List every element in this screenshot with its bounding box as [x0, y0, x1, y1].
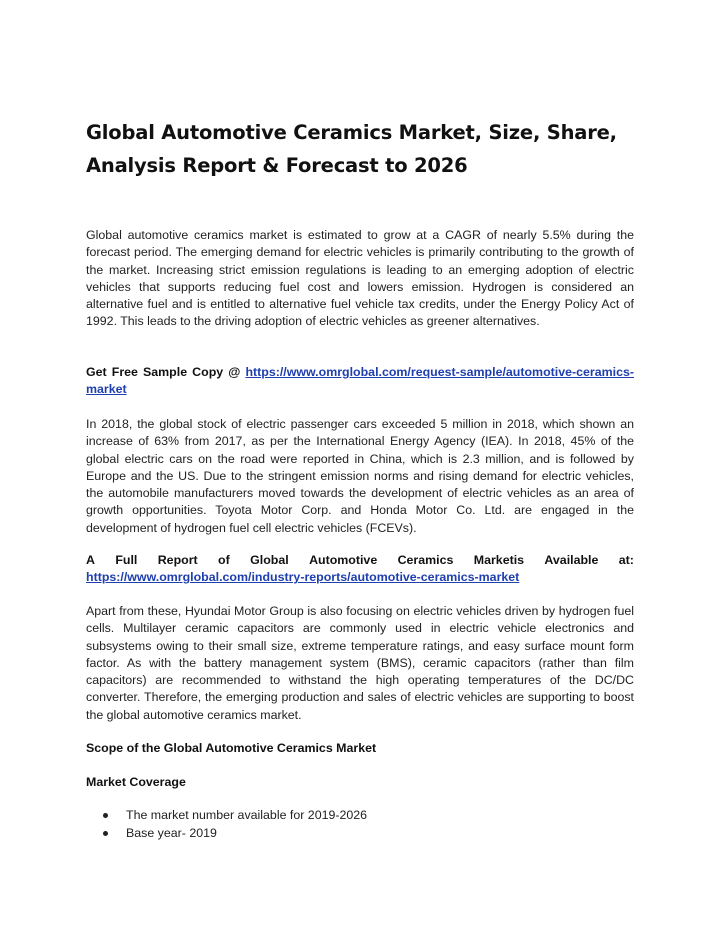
sample-copy-link[interactable]: https://www.omrglobal.com/request-sample/automotive-ceramics-market — [86, 365, 634, 397]
intro-paragraph: Global automotive ceramics market is estimated to grow at a CAGR of nearly 5.5% during the forecast period. The emerging demand for electric vehicles is primarily contributing to the growth of the market. Increasing strict emission regulations is leading to an emerging adoption of electric vehicles that supports reducing fuel cost and lowers emission. Hydrogen is considered an alternative fuel and is entitled to alternative fuel vehicle tax credits, under the Energy Policy Act of 1992. This leads to the driving adoption of electric vehicles as greener alternatives. — [86, 228, 634, 329]
report-word: Global — [250, 553, 289, 567]
report-word: A — [86, 553, 95, 567]
report-word: at: — [618, 553, 634, 567]
bullet-icon — [103, 813, 108, 818]
report-word: Full — [115, 553, 138, 567]
sample-copy-line — [86, 364, 634, 399]
full-report-label — [86, 552, 634, 569]
page-title — [86, 116, 646, 182]
list-item — [86, 824, 634, 842]
report-word: Automotive — [309, 553, 378, 567]
coverage-list — [86, 806, 634, 842]
list-item-text: The market number available for 2019-2026 — [126, 808, 368, 822]
full-report-block — [86, 552, 634, 587]
full-report-link[interactable]: https://www.omrglobal.com/industry-reports/automotive-ceramics-market — [86, 570, 520, 585]
hyundai-paragraph: Apart from these, Hyundai Motor Group is also focusing on electric vehicles driven by hydrogen fuel cells. Multilayer ceramic capacitors are commonly used in electric vehicle electronics and subsystems owing to their small size, extreme temperature ratings, and easy surface mount form factor. As with the battery management system (BMS), ceramic capacitors (rather than film capacitors) are recommended to withstand the high operating temperatures of the DC/DC converter. Therefore, the emerging production and sales of electric vehicles are supporting to boost the global automotive ceramics market. — [86, 604, 634, 722]
list-item — [86, 806, 634, 824]
bullet-icon — [103, 831, 108, 836]
sample-copy-label: Get Free Sample Copy @ — [86, 365, 246, 379]
scope-heading: Scope of the Global Automotive Ceramics Market — [86, 741, 377, 755]
report-word: Report — [157, 553, 198, 567]
market-coverage-heading: Market Coverage — [86, 775, 186, 789]
report-word: of — [218, 553, 230, 567]
report-word: Marketis — [473, 553, 525, 567]
title-line-1: Global Automotive Ceramics Market, Size, Share, — [86, 121, 617, 144]
title-line-2: Analysis Report & Forecast to 2026 — [86, 154, 468, 177]
report-word: Ceramics — [397, 553, 454, 567]
list-item-text: Base year- 2019 — [126, 826, 217, 840]
report-word: Available — [544, 553, 599, 567]
ev-stock-paragraph: In 2018, the global stock of electric passenger cars exceeded 5 million in 2018, which shown an increase of 63% from 2017, as per the International Energy Agency (IEA). In 2018, 45% of the global electric cars on the road were reported in China, which is 2.3 million, and is followed by Europe and the US. Due to the stringent emission norms and rising demand for electric vehicles, the automobile manufacturers moved towards the development of electric vehicles as an area of growth opportunities. Toyota Motor Corp. and Honda Motor Co. Ltd. are engaged in the development of hydrogen fuel cell electric vehicles (FCEVs). — [86, 417, 634, 535]
